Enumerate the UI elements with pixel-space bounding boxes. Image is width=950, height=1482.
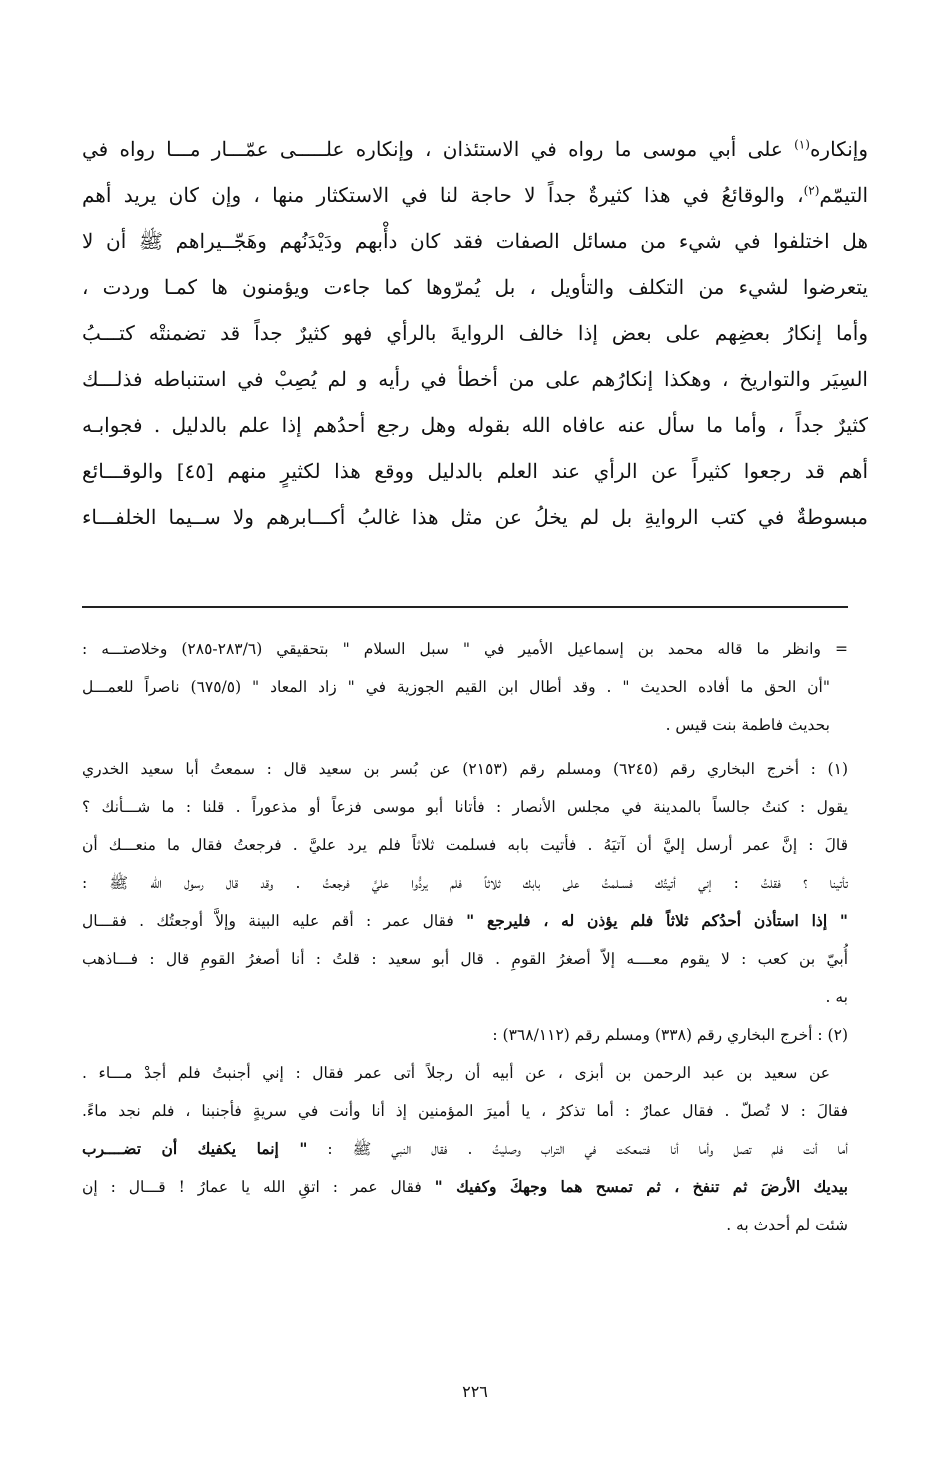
footnote-2-line-4-plain: فقال عمر : اتقِ الله يا عمارُ ! قـــال : إن (82, 1178, 435, 1196)
footnote-1-line-3: قالَ : إنَّ عمر أرسل إليَّ أن آتيَهُ . فأتيت بابه فسلمت ثلاثاً فلم يرد عليَّ . فرجعتُ فقال ما منعـــك أن (82, 836, 848, 854)
page-number: ٢٢٦ (462, 1382, 488, 1401)
footnote-1-line-5-rest: فقال عمر : أقم عليه البينة وإلاَّ أوجعتُك . فقـــال (82, 912, 467, 930)
main-line-9: مبسوطةٌ في كتب الروايةِ بل لم يخلُ عن مثل هذا غالبُ أكـــابرهم ولا ســيما الخلفـــاء (82, 505, 868, 529)
footnote-1-hadith-bold: " إذا استأذن أحدُكم ثلاثاً فلم يؤذن له ، فليرجع " (466, 911, 848, 930)
footnote-1-line-6: أُبيّ بن كعب : لا يقوم معــــه إلاّ أصغرُ القومِ . قال أبو سعيد : قلتُ : أنا أصغرُ القومِ قال : فـــاذهب (82, 950, 848, 968)
main-line-2-post: ، والوقائعُ في هذا كثيرةٌ جداً لا حاجة لنا في الاستكثار منها ، وإن كان يريد أهم (82, 183, 804, 207)
main-line-6: السِيَر والتواريخ ، وهكذا إنكارُهم على من أخطأ في رأيه و لم يُصِبْ في استنباطه فذلـــك (82, 367, 868, 391)
main-line-1 (82, 126, 868, 172)
footnote-2-hadith-bold-end: بيديك الأرضَ ثم تنفخ ، ثم تمسح هما وجهكَ وكفيك " (434, 1177, 848, 1196)
footnote-2-line-1: عن سعيد بن عبد الرحمن بن أبزى ، عن أبيه أن رجلاً أتى عمر فقال : إني أجنبتُ فلم أجدْ مـــاء . (82, 1064, 830, 1082)
footnote-2-line-4 (82, 1168, 848, 1206)
main-line-8: أهم قد رجعوا كثيراً عن الرأي عند العلم بالدليل ووقع هذا لكثيرٍ منهم [٤٥] والوقـــائع (82, 459, 868, 483)
main-line-2-pre: التيمّم (819, 183, 868, 207)
footnote-continuation-line-3: بحديث فاطمة بنت قيس . (665, 716, 830, 734)
footnote-2-line-5: شئت لم أحدث به . (726, 1216, 848, 1234)
main-line-1-pre: وإنكاره (809, 137, 868, 161)
main-line-2 (82, 172, 868, 218)
footnotes-block (82, 630, 848, 1244)
footnote-separator (82, 606, 848, 608)
footnote-ref-1: (١) (794, 137, 810, 152)
main-text-block (82, 126, 868, 540)
footnote-2-hadith-bold-start: " إنما يكفيك أن تضــــرب (82, 1139, 308, 1158)
footnote-2-line-3 (82, 1130, 848, 1168)
footnote-1-line-4: تأتينا ؟ فقلتُ : إني أتيتُك فسـلمتُ على بابك ثلاثاً فلم يردُّوا عليَّ فرجعتُ . وقد قال رسول الله ﷺ : (82, 874, 848, 892)
footnote-2-heading: (٢) : أخرج البخاري رقم (٣٣٨) ومسلم رقم (٣٦٨/١١٢) : (492, 1026, 848, 1044)
footnote-2-line-3-plain: أما أنت فلم تصل وأما أنا فتمعكت في التراب وصليتُ . فقال النبي ﷺ : (307, 1140, 848, 1158)
footnote-continuation-line-2: "أن الحق ما أفاده الحديث " . وقد أطال ابن القيم الجوزية في " زاد المعاد " (٦٧٥/٥) ناصراً للعمـــل (82, 678, 830, 696)
footnote-continuation-line-1: = وانظر ما قاله محمد بن إسماعيل الأمير في " سبل السلام " بتحقيقي (٢٨٣/٦-٢٨٥) وخلاصتـــه : (82, 640, 848, 658)
main-line-7: كثيرٌ جداً ، وأما ما سأل عنه عافاه الله بقوله وهل رجع أحدُهم إذا علم بالدليل . فجوابـه (82, 413, 868, 437)
main-line-3: هل اختلفوا في شيء من مسائل الصفات فقد كان دأْبهم ودَيْدَنُهم وهَجّــيراهم ﷺ أن لا (82, 229, 868, 253)
footnote-1-line-7: به . (825, 988, 848, 1006)
footnote-1-line-5 (82, 902, 848, 940)
main-line-4: يتعرضوا لشيء من التكلف والتأويل ، بل يُمرّوها كما جاءت ويؤمنون ها كمـا وردت ، (82, 275, 868, 299)
footnote-1-line-2: يقول : كنتُ جالساً بالمدينة في مجلس الأنصار : فأتانا أبو موسى فزعاً أو مذعوراً . قلنا : ما شـــأنك ؟ (82, 798, 848, 816)
footnote-1-line-1: (١) : أخرج البخاري رقم (٦٢٤٥) ومسلم رقم (٢١٥٣) عن بُسر بن سعيد قال : سمعتُ أبا سعيد الخدري (82, 760, 848, 778)
footnote-2-line-2: فقالَ : لا تُصلّ . فقال عمارٌ : أما تذكرُ ، يا أميرَ المؤمنين إذ أنا وأنت في سريةٍ فأجنبنا ، فلم نجد ماءً. (82, 1102, 848, 1120)
main-line-5: وأما إنكارُ بعضِهم على بعض إذا خالف الروايةَ بالرأي فهو كثيرٌ جداً قد تضمنتْه كتـــبُ (82, 321, 868, 345)
footnote-ref-2: (٢) (803, 183, 820, 198)
main-line-1-post: على أبي موسى ما رواه في الاستئذان ، وإنكاره علـــــى عمّـــار مـــا رواه في (82, 137, 795, 161)
